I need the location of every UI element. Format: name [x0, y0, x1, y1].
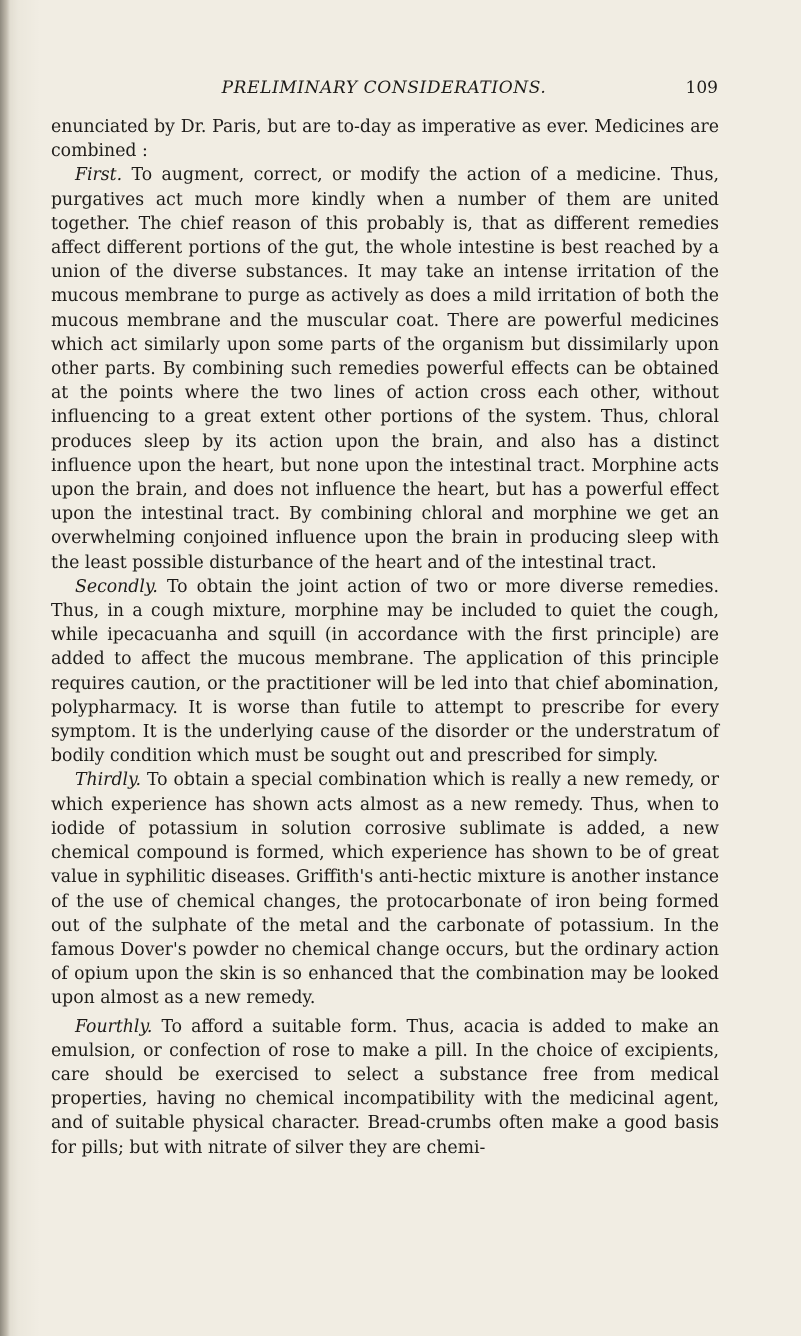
paragraph-lead-secondly: Secondly. [75, 576, 158, 597]
paragraph-text: To augment, correct, or modify the action of a medicine. Thus, purgatives act much more kindly when a number of them are united together. The chief reason of this probably is, that as different remedies affect different portions of the gut, the whole intestine is best reached by a union of the diverse substances. It may take an intense irritation of the mucous membrane to purge as actively as does a mild irritation of both the mucous membrane and the muscular coat. There are powerful medicines which act similarly upon some parts of the organism but dissimilarly upon other parts. By combining such remedies powerful effects can be obtained at the points where the two lines of action cross each other, without influencing to a great extent other portions of the system. Thus, chloral produces sleep by its action upon the brain, and also has a distinct influence upon the heart, but none upon the intestinal tract. Morphine acts upon the brain, and does not influence the heart, but has a powerful effect upon the intestinal tract. By combining chloral and morphine we get an overwhelming conjoined influence upon the brain in producing sleep with the least possible disturbance of the heart and of the intestinal tract. [51, 165, 719, 573]
paragraph-lead-fourthly: Fourthly. [75, 1016, 153, 1037]
paragraph-first [51, 163, 719, 574]
body-text [51, 115, 719, 1160]
paragraph-text: To afford a suitable form. Thus, acacia is added to make an emulsion, or confection of rose to make a pill. In the choice of excipients, care should be exercised to select a substance free from medical properties, having no chemical incompatibility with the medicinal agent, and of suitable physical character. Bread-crumbs often make a good basis for pills; but with nitrate of silver they are chemi- [51, 1016, 719, 1158]
binding-edge [0, 0, 10, 1336]
page-number: 109 [685, 78, 718, 98]
paragraph-continuation [51, 115, 719, 163]
paragraph-text: To obtain a special combination which is really a new remedy, or which experience has shown acts almost as a new remedy. Thus, when to iodide of potassium in solution corrosive sublimate is added, a new chemical compound is formed, which experience has shown to be of great value in syphilitic diseases. Griffith's anti-hectic mixture is another instance of the use of chemical changes, the protocarbonate of iron being formed out of the sulphate of the metal and the carbonate of potassium. In the famous Dover's powder no chemical change occurs, but the ordinary action of opium upon the skin is so enhanced that the combination may be looked upon almost as a new remedy. [51, 770, 719, 1009]
paragraph-thirdly [51, 768, 719, 1010]
paragraph-lead-thirdly: Thirdly. [75, 770, 141, 791]
paragraph-fourthly [51, 1015, 719, 1160]
running-title: PRELIMINARY CONSIDERATIONS. [221, 78, 547, 98]
paragraph-lead-first: First. [75, 165, 123, 186]
paragraph-secondly [51, 575, 719, 769]
paragraph-text: enunciated by Dr. Paris, but are to-day as imperative as ever. Medicines are combined : [51, 117, 719, 162]
running-head [50, 78, 718, 102]
paragraph-text: To obtain the joint action of two or more diverse remedies. Thus, in a cough mixture, morphine may be included to quiet the cough, while ipecacuanha and squill (in accordance with the first principle) are added to affect the mucous membrane. The application of this principle requires caution, or the practitioner will be led into that chief abomination, polypharmacy. It is worse than futile to attempt to prescribe for every symptom. It is the underlying cause of the disorder or the understratum of bodily condition which must be sought out and prescribed for simply. [51, 576, 719, 767]
